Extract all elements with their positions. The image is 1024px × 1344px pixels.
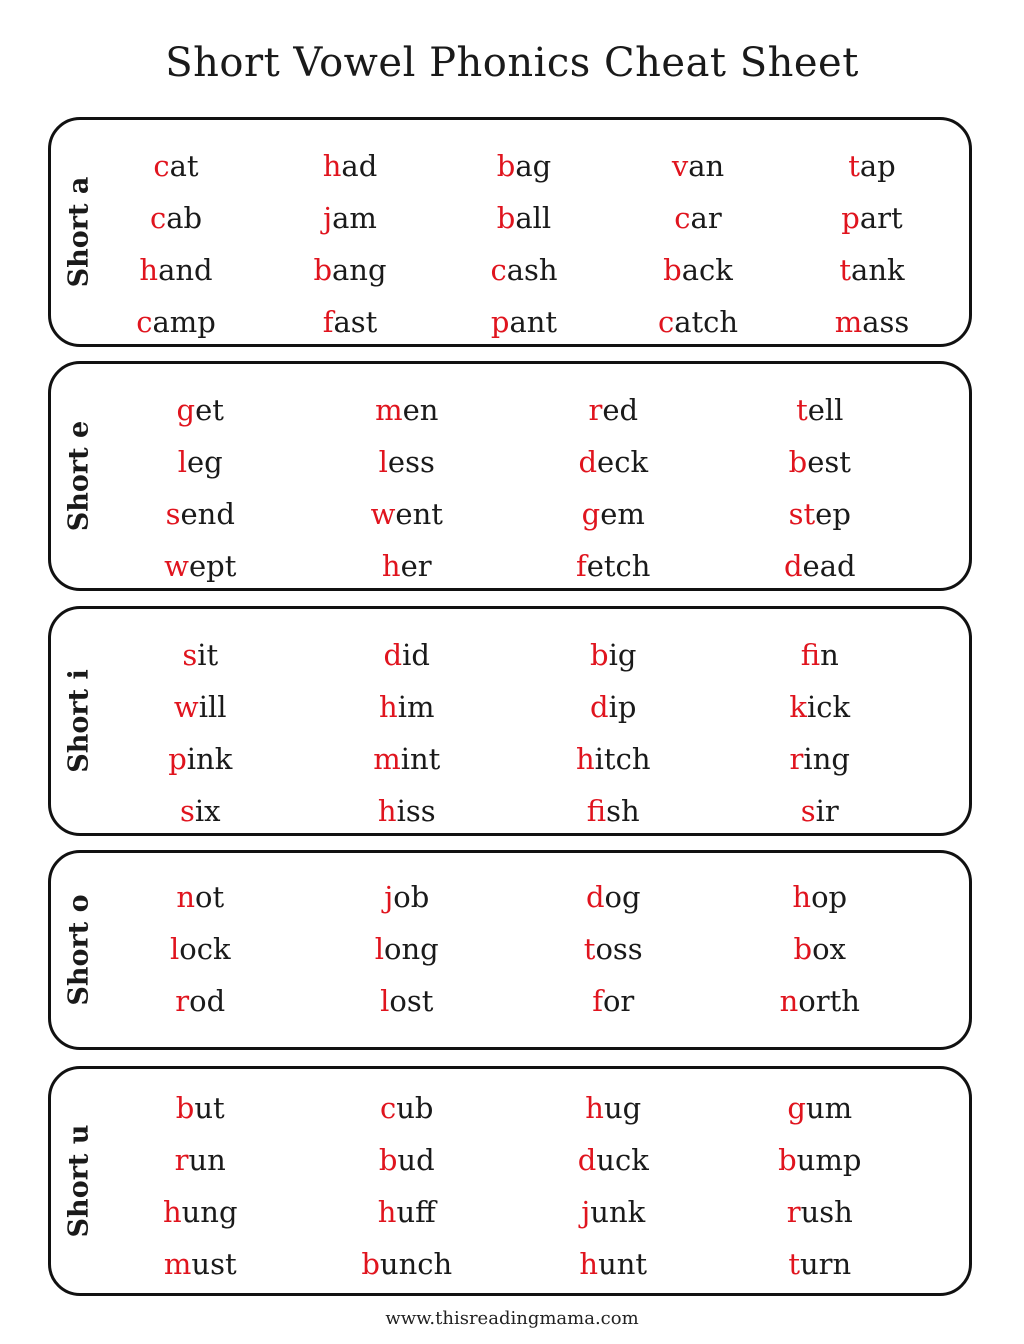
word-onset: m [373, 742, 401, 776]
word-rime: and [158, 253, 213, 287]
word-rime: iss [396, 794, 436, 828]
word-rime: ang [332, 253, 387, 287]
section-short-o [48, 850, 972, 1050]
word-item [717, 1238, 924, 1290]
word-item [304, 436, 511, 488]
word-rime: ut [194, 1091, 225, 1125]
word-onset: b [496, 201, 516, 235]
word-onset: j [384, 880, 394, 914]
word-item [304, 923, 511, 975]
word-rime: urn [799, 1247, 852, 1281]
word-rime: un [188, 1143, 226, 1177]
section-label-text: Short e [63, 420, 95, 532]
word-rime: an [688, 149, 725, 183]
word-item [717, 785, 924, 837]
word-onset: w [173, 690, 199, 724]
word-rime: ock [179, 932, 231, 966]
word-onset: c [657, 305, 675, 339]
word-item [97, 629, 304, 681]
word-onset: d [383, 638, 403, 672]
word-rime: eg [187, 445, 223, 479]
word-onset: n [779, 984, 799, 1018]
word-onset: c [380, 1091, 397, 1125]
word-rime: od [189, 984, 226, 1018]
word-onset: h [377, 794, 397, 828]
word-onset: r [789, 742, 804, 776]
word-onset: f [586, 794, 607, 828]
word-item [510, 1186, 717, 1238]
word-onset: h [322, 149, 342, 183]
word-item [717, 975, 924, 1027]
word-rime: uck [596, 1143, 649, 1177]
footer-url: www.thisreadingmama.com [385, 1308, 639, 1329]
word-onset: l [169, 932, 180, 966]
word-item [89, 140, 263, 192]
word-item [785, 192, 959, 244]
word-onset: f [576, 549, 587, 583]
word-onset: d [578, 445, 598, 479]
word-rime: ank [851, 253, 905, 287]
word-onset: t [796, 393, 808, 427]
word-item [717, 733, 924, 785]
word-rime: art [859, 201, 903, 235]
word-rime: all [515, 201, 552, 235]
word-rime: etch [586, 549, 651, 583]
word-item [263, 296, 437, 348]
word-item [717, 540, 924, 592]
word-rime: ant [509, 305, 558, 339]
word-rime: ept [188, 549, 237, 583]
word-rime: or [602, 984, 635, 1018]
word-item [97, 923, 304, 975]
word-onset: b [361, 1247, 380, 1281]
word-item [717, 384, 924, 436]
word-onset: h [792, 880, 812, 914]
word-onset: t [848, 149, 860, 183]
word-grid [97, 364, 923, 588]
word-rime: ost [389, 984, 434, 1018]
word-item [97, 975, 304, 1027]
word-onset: b [793, 932, 813, 966]
word-onset: w [164, 549, 189, 583]
word-rime: og [604, 880, 641, 914]
word-rime: est [807, 445, 851, 479]
word-item [89, 192, 263, 244]
word-item [97, 871, 304, 923]
section-label-text: Short a [63, 176, 95, 288]
word-rime: ud [397, 1143, 435, 1177]
section-short-e [48, 361, 972, 591]
word-item [717, 1186, 924, 1238]
word-rime: ing [803, 742, 850, 776]
word-rime: in [820, 638, 839, 672]
word-onset: m [375, 393, 403, 427]
word-onset: s [800, 794, 816, 828]
word-item [97, 1238, 304, 1290]
word-onset: j [323, 201, 333, 235]
word-grid [97, 1069, 923, 1293]
word-rime: unch [379, 1247, 453, 1281]
word-item [304, 384, 511, 436]
word-item [263, 244, 437, 296]
word-onset: t [839, 253, 852, 287]
word-onset: d [585, 880, 605, 914]
word-onset: n [176, 880, 196, 914]
word-rime: int [400, 742, 441, 776]
word-item [611, 140, 785, 192]
word-rime: oss [595, 932, 643, 966]
word-rime: ell [807, 393, 844, 427]
section-label-text: Short i [63, 669, 95, 773]
word-rime: ag [515, 149, 552, 183]
word-onset: h [585, 1091, 604, 1125]
word-onset: b [378, 1143, 398, 1177]
word-item [510, 681, 717, 733]
word-item [611, 296, 785, 348]
word-rime: eck [597, 445, 649, 479]
section-label-text: Short o [63, 894, 95, 1006]
word-rime: et [195, 393, 224, 427]
word-rime: ass [862, 305, 910, 339]
word-onset: d [577, 1143, 597, 1177]
word-onset: l [378, 445, 388, 479]
word-item [785, 244, 959, 296]
word-onset: h [162, 1195, 182, 1229]
word-item [97, 436, 304, 488]
section-short-u [48, 1066, 972, 1296]
word-item [510, 1082, 717, 1134]
word-item [97, 384, 304, 436]
word-rime: em [600, 497, 645, 531]
word-rime: amp [152, 305, 216, 339]
word-item [717, 871, 924, 923]
word-item [611, 244, 785, 296]
word-onset: f [322, 305, 334, 339]
word-rime: ip [608, 690, 637, 724]
word-onset: r [588, 393, 603, 427]
word-item [717, 436, 924, 488]
word-item [304, 540, 511, 592]
word-onset: st [788, 497, 816, 531]
word-rime: ix [194, 794, 221, 828]
word-rime: itch [594, 742, 651, 776]
word-onset: d [783, 549, 803, 583]
word-onset: g [787, 1091, 806, 1125]
word-item [304, 1134, 511, 1186]
word-item [97, 785, 304, 837]
word-onset: b [788, 445, 808, 479]
word-onset: h [139, 253, 159, 287]
word-item [437, 244, 611, 296]
word-item [510, 923, 717, 975]
word-onset: l [374, 932, 385, 966]
word-item [97, 1186, 304, 1238]
word-onset: p [168, 742, 187, 776]
word-item [510, 975, 717, 1027]
word-item [717, 629, 924, 681]
word-onset: c [674, 201, 691, 235]
word-item [304, 1186, 511, 1238]
word-onset: j [581, 1195, 591, 1229]
word-rime: ink [186, 742, 233, 776]
word-grid [97, 853, 923, 1047]
word-item [304, 629, 511, 681]
word-rime: um [805, 1091, 853, 1125]
word-item [717, 923, 924, 975]
word-item [510, 871, 717, 923]
word-rime: ush [800, 1195, 853, 1229]
word-onset: h [379, 690, 398, 724]
word-onset: p [841, 201, 860, 235]
word-rime: ub [396, 1091, 434, 1125]
word-onset: r [175, 984, 190, 1018]
word-item [785, 140, 959, 192]
word-onset: b [663, 253, 682, 287]
word-rime: ep [815, 497, 851, 531]
word-onset: r [786, 1195, 801, 1229]
word-item [510, 785, 717, 837]
word-onset: s [165, 497, 181, 531]
word-rime: ick [806, 690, 851, 724]
word-onset: d [590, 690, 609, 724]
word-onset: m [163, 1247, 192, 1281]
word-onset: l [380, 984, 390, 1018]
word-rime: ust [191, 1247, 237, 1281]
word-rime: atch [674, 305, 739, 339]
word-onset: b [496, 149, 516, 183]
word-onset: f [800, 638, 821, 672]
word-rime: en [402, 393, 439, 427]
word-onset: c [136, 305, 153, 339]
word-rime: ung [181, 1195, 238, 1229]
word-item [304, 488, 511, 540]
word-rime: it [197, 638, 219, 672]
section-label-text: Short u [63, 1124, 95, 1238]
word-item [510, 488, 717, 540]
word-item [263, 192, 437, 244]
word-rime: ap [859, 149, 896, 183]
word-onset: g [176, 393, 196, 427]
word-item [304, 975, 511, 1027]
word-rime: ast [333, 305, 378, 339]
word-onset: s [182, 638, 198, 672]
word-onset: h [575, 742, 595, 776]
word-item [510, 629, 717, 681]
word-onset: c [490, 253, 507, 287]
word-rime: ill [198, 690, 227, 724]
section-short-i [48, 606, 972, 836]
word-onset: t [788, 1247, 800, 1281]
word-item [510, 540, 717, 592]
word-item [437, 192, 611, 244]
word-item [304, 1238, 511, 1290]
word-rime: ad [341, 149, 378, 183]
word-item [510, 1238, 717, 1290]
word-item [510, 733, 717, 785]
word-rime: ot [195, 880, 225, 914]
word-item [717, 488, 924, 540]
word-rime: end [180, 497, 235, 531]
word-onset: c [153, 149, 170, 183]
word-rime: im [397, 690, 435, 724]
word-onset: t [583, 932, 596, 966]
word-rime: ong [384, 932, 439, 966]
word-item [717, 681, 924, 733]
word-rime: at [169, 149, 199, 183]
word-item [437, 296, 611, 348]
word-rime: uff [396, 1195, 436, 1229]
word-grid [89, 120, 959, 344]
word-onset: h [377, 1195, 397, 1229]
word-rime: ead [802, 549, 856, 583]
word-rime: id [402, 638, 430, 672]
word-onset: m [834, 305, 863, 339]
word-rime: ess [387, 445, 435, 479]
word-rime: ob [393, 880, 430, 914]
word-onset: b [175, 1091, 195, 1125]
word-item [97, 540, 304, 592]
word-onset: c [149, 201, 167, 235]
word-item [304, 733, 511, 785]
word-item [97, 488, 304, 540]
word-rime: ug [603, 1091, 642, 1125]
word-rime: ump [796, 1143, 862, 1177]
word-item [97, 1082, 304, 1134]
word-rime: ig [608, 638, 637, 672]
word-item [785, 296, 959, 348]
word-onset: b [313, 253, 333, 287]
word-item [97, 733, 304, 785]
word-onset: p [490, 305, 510, 339]
word-onset: b [778, 1143, 797, 1177]
word-item [304, 785, 511, 837]
word-rime: ar [690, 201, 722, 235]
word-item [717, 1134, 924, 1186]
section-short-a [48, 117, 972, 347]
word-onset: w [370, 497, 396, 531]
word-item [304, 871, 511, 923]
word-grid [97, 609, 923, 833]
word-item [611, 192, 785, 244]
word-onset: h [381, 549, 401, 583]
word-item [510, 384, 717, 436]
word-rime: ox [812, 932, 846, 966]
word-item [437, 140, 611, 192]
word-rime: ash [506, 253, 558, 287]
word-item [263, 140, 437, 192]
word-onset: b [590, 638, 609, 672]
word-rime: ish [606, 794, 640, 828]
word-rime: ed [602, 393, 639, 427]
word-onset: h [579, 1247, 599, 1281]
word-rime: ir [815, 794, 839, 828]
word-onset: r [174, 1143, 189, 1177]
word-rime: ent [395, 497, 443, 531]
word-rime: am [332, 201, 377, 235]
page-title: Short Vowel Phonics Cheat Sheet [165, 40, 859, 86]
word-rime: unt [598, 1247, 648, 1281]
word-item [89, 244, 263, 296]
word-item [510, 1134, 717, 1186]
word-item [717, 1082, 924, 1134]
word-rime: orth [798, 984, 860, 1018]
word-rime: er [400, 549, 432, 583]
word-item [89, 296, 263, 348]
word-onset: g [581, 497, 601, 531]
word-rime: ack [681, 253, 733, 287]
word-item [510, 436, 717, 488]
word-onset: k [789, 690, 807, 724]
word-onset: l [177, 445, 188, 479]
word-item [304, 1082, 511, 1134]
word-item [97, 681, 304, 733]
word-rime: unk [590, 1195, 646, 1229]
word-item [97, 1134, 304, 1186]
word-rime: op [811, 880, 848, 914]
word-onset: s [179, 794, 195, 828]
word-rime: ab [166, 201, 203, 235]
word-item [304, 681, 511, 733]
word-onset: v [671, 149, 689, 183]
word-onset: f [592, 984, 603, 1018]
